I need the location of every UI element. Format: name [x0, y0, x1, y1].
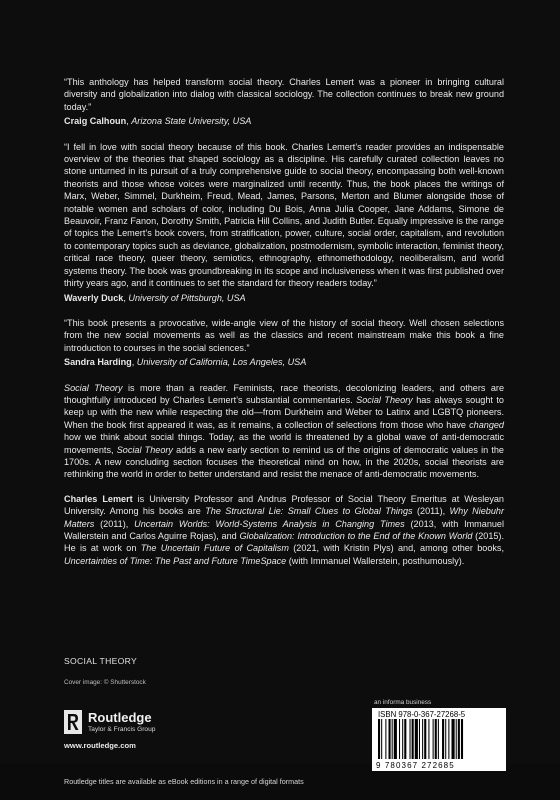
endorser-affiliation: University of Pittsburgh, USA [128, 292, 246, 303]
book-title-italic: Uncertainties of Time: The Past and Future TimeSpace [64, 555, 287, 566]
publisher-logo-block [64, 708, 244, 750]
endorsement-attribution: Craig Calhoun, Arizona State University, USA [64, 116, 252, 127]
description-text: has always sought to keep up with the new while respecting the old—from Durkheim and Weber to Latinx and LGBTQ pioneers. When the book first appeared it was, as it remains, a collection of selections from those who have [64, 394, 504, 430]
endorser-name: Sandra Harding [64, 357, 132, 368]
book-description [64, 382, 504, 481]
book-title-italic: Globalization: Introduction to the End of the Known World [239, 531, 473, 541]
author-name: Charles Lemert [64, 493, 133, 504]
endorsement-attribution: Sandra Harding, University of California, Los Angeles, USA [64, 357, 307, 368]
publisher-name: Routledge [88, 710, 152, 725]
emphasis-italic: changed [469, 419, 504, 430]
book-title-italic: Social Theory [64, 382, 123, 393]
book-title-italic: Why Niebuhr Matters [64, 506, 504, 529]
barcode [372, 708, 506, 771]
endorsement-quote: “This book presents a provocative, wide-angle view of the history of social theory. Well chosen selections from the new social movements as well as the classics and recent mainstream make this book a fine introduction to courses in the social sciences.” [64, 317, 504, 353]
book-title-italic: Social Theory [356, 394, 413, 405]
description-text: is more than a reader. Feminists, race theorists, decolonizing leaders, and others are thoughtfully introduced by Charles Lemert’s substantial commentaries. [64, 382, 504, 405]
cover-image-credit: Cover image: © Shutterstock [64, 679, 146, 686]
endorsement-quote: “This anthology has helped transform social theory. Charles Lemert was a pioneer in bringing cultural diversity and globalization into dialog with classical sociology. The collection continues to break new ground today.” [64, 77, 504, 112]
endorser-affiliation: University of California, Los Angeles, USA [136, 357, 307, 368]
informa-tagline: an informa business [374, 699, 432, 706]
endorsement-quote: “I fell in love with social theory because of this book. Charles Lemert’s reader provides an indispensable overview of the theories that shaped sociology as a discipline. His carefully curated collection leaves no stone unturned in its pursuit of a truly comprehensive guide to social theory, encompassing both well-known theorists and those whose voices were marginalized until recently. Thus, the book places the writings of Marx, Weber, Simmel, Durkheim, Freud, Mead, James, Parsons, Merton and Blumer alongside those of notable women and scholars of color, including Du Bois, Anna Julia Cooper, Jane Addams, Simone de Beauvoir, Franz Fanon, Dorothy Smith, Patricia Hill Collins, and Judith Butler. Equally impressive is the range of topics the Lemert’s book covers, from stratification, power, culture, social order, capitalism, and revolution to contemporary topics such as deviance, globalization, postmodernism, symbolic interaction, feminist theory, critical race theory, queer theory, semiotics, ethnography, ethnomethodology, neoliberalism, and world systems theory. The book was groundbreaking in its scope and inclusiveness when it was first published over thirty years ago, and it continues to set the standard for theory readers today.” [64, 141, 504, 289]
description-text: adds a new early section to remind us of the origins of democratic values in the 1700s. A new concluding section focuses the theoretical mind on how, in the 2020s, social theorists are rethinking the world in order to better understand and resist the menace of anti-democratic movements. [64, 444, 504, 480]
isbn-number: ISBN 978-0-367-27268-5 [378, 710, 466, 719]
endorser-name: Craig Calhoun [64, 116, 127, 127]
bio-text: is University Professor and Andrus Professor of Social Theory Emeritus at Wesleyan University. Among his books are [64, 493, 504, 517]
book-title-italic: Uncertain Worlds: World-Systems Analysis in Changing Times [134, 518, 405, 529]
bio-text: (2015). He is at work on [64, 531, 504, 554]
bio-text: (2011), [412, 506, 450, 517]
bio-text: (with Immanuel Wallerstein, posthumously). [286, 555, 465, 566]
publisher-url[interactable]: www.routledge.com [64, 741, 136, 750]
routledge-logo-icon [64, 710, 82, 734]
description-text: how we think about social things. Today, as the world is threatened by a global wave of anti-democratic movements, [64, 432, 504, 455]
publisher-group: Taylor & Francis Group [88, 726, 156, 733]
book-title-italic: The Structural Lie: Small Clues to Global Things [205, 506, 413, 517]
barcode-digits: 9 780367 272685 [376, 761, 455, 770]
bio-text: (2013, with Immanuel Wallerstein and Carlos Aguirre Rojas), and [64, 518, 505, 541]
author-bio [64, 493, 504, 567]
book-title-italic: Social Theory [116, 444, 173, 455]
subject-category: SOCIAL THEORY [64, 656, 137, 666]
book-title-italic: The Uncertain Future of Capitalism [140, 543, 289, 554]
bio-text: (2011), [94, 518, 135, 529]
endorser-affiliation: Arizona State University, USA [131, 116, 252, 127]
ebook-availability-note: Routledge titles are available as eBook editions in a range of digital formats [64, 777, 304, 786]
endorser-name: Waverly Duck [64, 292, 124, 303]
barcode-bars-icon [376, 719, 502, 761]
endorsement-attribution: Waverly Duck, University of Pittsburgh, USA [64, 292, 246, 303]
back-cover-text [64, 76, 504, 567]
bio-text: (2021, with Kristin Plys) and, among other books, [288, 543, 504, 554]
